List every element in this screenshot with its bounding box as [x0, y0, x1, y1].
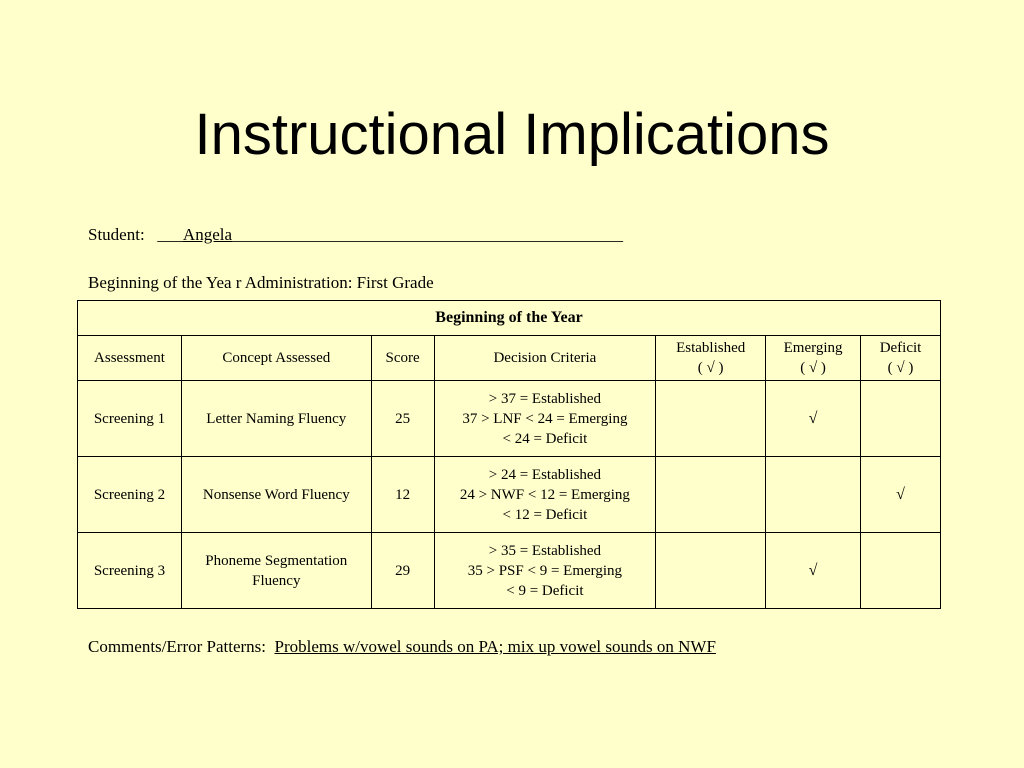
- criteria-deficit: < 12 = Deficit: [502, 506, 588, 523]
- cell-criteria: [434, 457, 656, 533]
- table-row: [78, 381, 941, 457]
- criteria-emerging: 35 > PSF < 9 = Emerging: [467, 562, 623, 579]
- table-row: [78, 457, 941, 533]
- cell-emerging-check: [766, 457, 861, 533]
- deficit-label: Deficit: [879, 340, 922, 356]
- criteria-established: > 35 = Established: [488, 542, 602, 559]
- col-header-criteria: Decision Criteria: [434, 336, 656, 381]
- student-label: Student:: [88, 225, 145, 244]
- col-header-deficit: [861, 336, 941, 381]
- established-check-marker: ( √ ): [697, 360, 724, 376]
- table-header-row: [78, 336, 941, 381]
- emerging-check-marker: ( √ ): [800, 360, 826, 376]
- student-post-blank: ______________________________________________: [232, 225, 624, 244]
- cell-assessment: Screening 3: [78, 533, 182, 609]
- cell-established-check: [656, 457, 766, 533]
- student-name: Angela: [182, 225, 233, 244]
- cell-score: 25: [371, 381, 434, 457]
- criteria-established: > 37 = Established: [488, 390, 602, 407]
- comments-label: Comments/Error Patterns:: [88, 637, 267, 656]
- col-header-established: [656, 336, 766, 381]
- emerging-label: Emerging: [783, 340, 843, 356]
- cell-assessment: Screening 1: [78, 381, 182, 457]
- administration-line: Beginning of the Yea r Administration: First Grade: [88, 273, 434, 292]
- criteria-emerging: 37 > LNF < 24 = Emerging: [462, 410, 628, 427]
- cell-deficit-check: [861, 533, 941, 609]
- comments-text: Problems w/vowel sounds on PA; mix up vowel sounds on NWF: [274, 637, 716, 656]
- cell-established-check: [656, 533, 766, 609]
- table-heading: Beginning of the Year: [78, 301, 941, 336]
- cell-criteria: [434, 381, 656, 457]
- student-pre-blank: ___: [157, 225, 183, 244]
- deficit-check-marker: ( √ ): [887, 360, 914, 376]
- slide-title: Instructional Implications: [194, 102, 830, 167]
- cell-assessment: Screening 2: [78, 457, 182, 533]
- cell-established-check: [656, 381, 766, 457]
- criteria-deficit: < 24 = Deficit: [502, 430, 588, 447]
- col-header-concept: Concept Assessed: [181, 336, 371, 381]
- established-label: Established: [676, 340, 746, 356]
- cell-deficit-check: √: [861, 457, 941, 533]
- cell-deficit-check: [861, 381, 941, 457]
- student-line: [88, 224, 623, 246]
- col-header-score: Score: [371, 336, 434, 381]
- cell-concept: Phoneme Segmentation Fluency: [181, 533, 371, 609]
- criteria-established: > 24 = Established: [488, 466, 602, 483]
- criteria-deficit: < 9 = Deficit: [506, 582, 584, 599]
- cell-concept: Letter Naming Fluency: [181, 381, 371, 457]
- cell-criteria: [434, 533, 656, 609]
- assessment-table: [77, 300, 941, 609]
- comments-section: [88, 635, 848, 659]
- table-row: [78, 533, 941, 609]
- cell-score: 29: [371, 533, 434, 609]
- cell-score: 12: [371, 457, 434, 533]
- cell-emerging-check: √: [766, 533, 861, 609]
- cell-emerging-check: √: [766, 381, 861, 457]
- criteria-emerging: 24 > NWF < 12 = Emerging: [459, 486, 630, 503]
- col-header-emerging: [766, 336, 861, 381]
- cell-concept: Nonsense Word Fluency: [181, 457, 371, 533]
- col-header-assessment: Assessment: [78, 336, 182, 381]
